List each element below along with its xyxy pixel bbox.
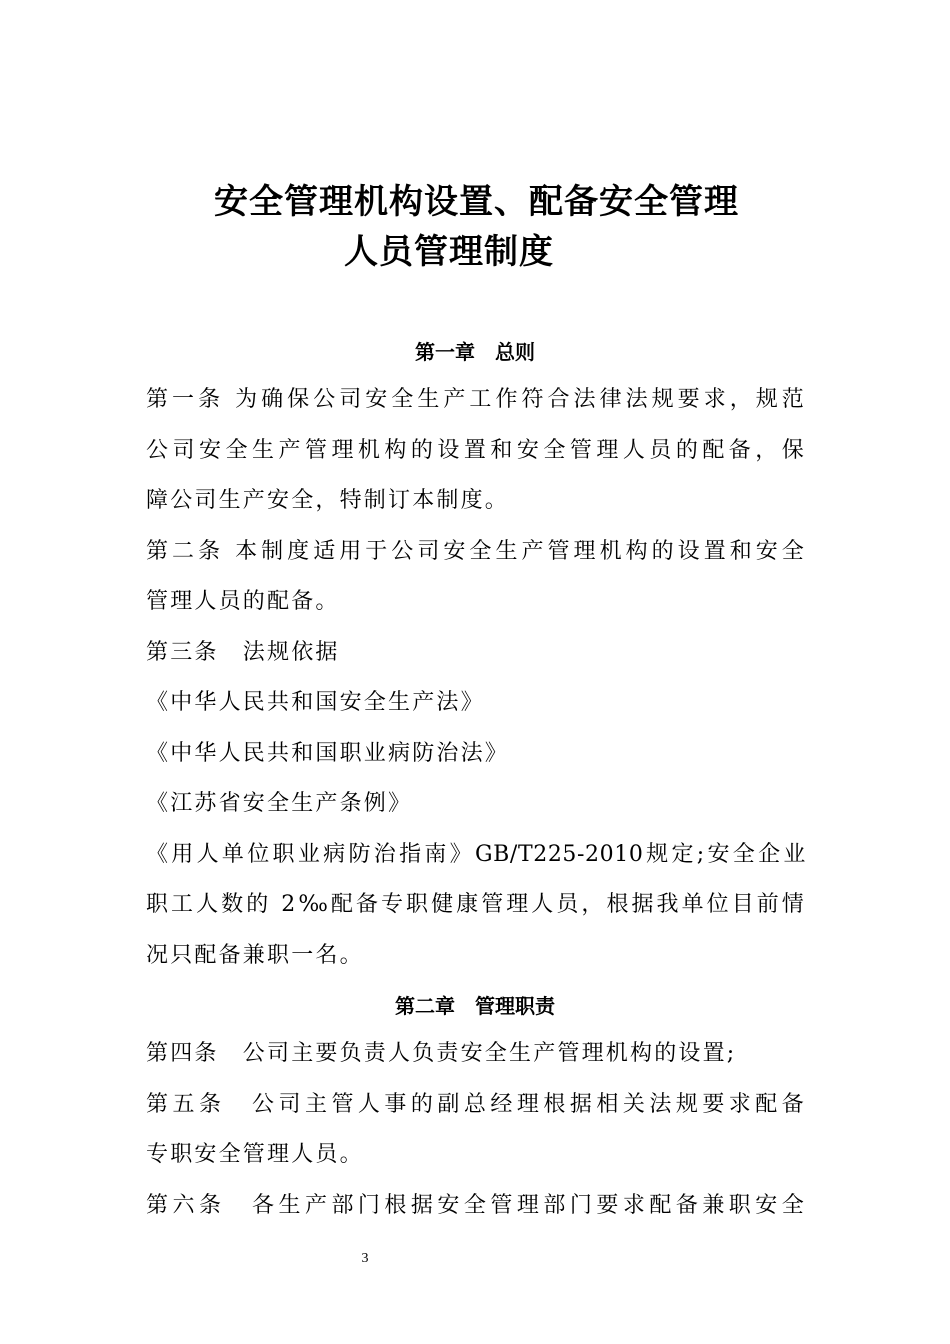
article-2-line-2: 管理人员的配备。 xyxy=(146,589,340,614)
law-reference-4-line-3: 况只配备兼职一名。 xyxy=(146,942,364,968)
article-4-line-1: 第四条 公司主要负责人负责安全生产管理机构的设置; xyxy=(146,1041,737,1066)
law-reference-3: 《江苏省安全生产条例》 xyxy=(146,791,413,816)
document-title-line-1: 安全管理机构设置、配备安全管理 xyxy=(214,182,739,222)
chapter-2-heading: 第二章 管理职责 xyxy=(395,994,555,1018)
law-reference-2: 《中华人民共和国职业病防治法》 xyxy=(146,740,510,766)
law-reference-4-line-1: 《用人单位职业病防治指南》GB/T225-2010规定;安全企业 xyxy=(146,841,806,867)
article-1-line-1: 第一条 为确保公司安全生产工作符合法律法规要求，规范 xyxy=(146,387,806,412)
article-1-line-2: 公司安全生产管理机构的设置和安全管理人员的配备，保 xyxy=(146,437,806,463)
article-6-line-1: 第六条 各生产部门根据安全管理部门要求配备兼职安全 xyxy=(146,1192,806,1218)
article-2-line-1: 第二条 本制度适用于公司安全生产管理机构的设置和安全 xyxy=(146,538,806,564)
article-3-heading: 第三条 法规依据 xyxy=(146,639,340,665)
document-body xyxy=(146,382,806,1238)
chapter-1-heading: 第一章 总则 xyxy=(415,340,535,364)
page-number: 3 xyxy=(361,1251,369,1266)
document-title-line-2: 人员管理制度 xyxy=(344,232,554,272)
article-1-line-3: 障公司生产安全，特制订本制度。 xyxy=(146,488,510,513)
article-5-line-1: 第五条 公司主管人事的副总经理根据相关法规要求配备 xyxy=(146,1091,806,1117)
article-5-line-2: 专职安全管理人员。 xyxy=(146,1142,364,1167)
law-reference-4-line-2: 职工人数的 2‰配备专职健康管理人员，根据我单位目前情 xyxy=(146,892,806,917)
law-reference-1: 《中华人民共和国安全生产法》 xyxy=(146,690,485,715)
